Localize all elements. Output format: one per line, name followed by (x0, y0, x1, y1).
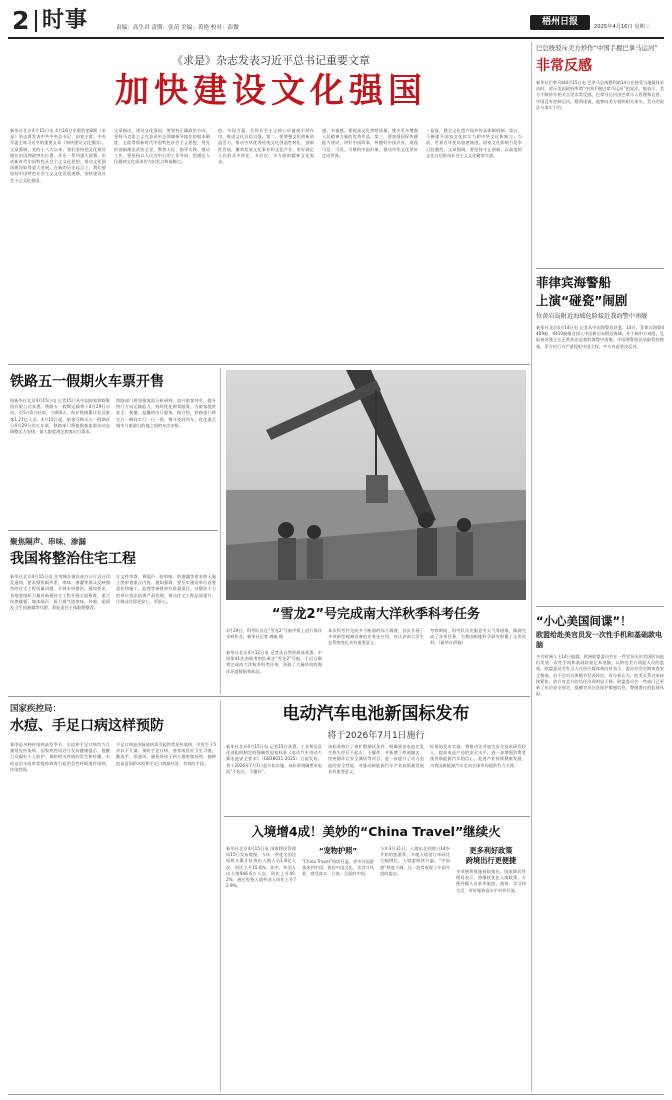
railway-rule (8, 530, 218, 531)
china-travel-title: 入境增4成！美妙的“China Travel”继续火 (251, 824, 501, 839)
china-travel-col-4: 多项便利措施持续推出。国家移民管理局表示，将继续优化入境政策，方便外籍人员来华旅游、商务、学习和生活，更好服务高水平对外开放。 (456, 869, 526, 893)
housing-col-1: 新华社北京4月15日电 住房城乡建设部办公厅近日印发通知，要求聚焦隔声差、串味、渗漏等群众反映强烈的住宅工程质量问题，开展专项整治。通知要求，各地要组织力量对新建住宅工程开展全面排查，重点检查楼板、墙体隔声，厨卫排气道串味，外墙、屋面及卫生间渗漏等问题，督促责任主体限期整改。 (10, 574, 110, 611)
paper-name: 梧州日报 (541, 17, 578, 27)
page-header (8, 6, 664, 36)
sidebar-divider (531, 42, 532, 1092)
sidebar-story-3 (536, 612, 664, 1094)
battery-col-3: 标准的发布实施，将推动企业加大安全技术研发投入，提高电池产品的安全水平，进一步增强消费者使用新能源汽车的信心，促进产业持续健康发展，为我国新能源汽车走向全球市场提供有力支撑。 (430, 744, 526, 768)
lead-col-2: 文章指出，建设文化强国，要坚持正确政治方向，坚持马克思主义在意识形态领域指导地位的根本制度，全面贯彻新时代中国特色社会主义思想，用党的创新理论武装全党、教育人民、指导实践、推动工作。要坚持以人民为中心的工作导向，把满足人民精神文化需求作为出发点和落脚点。 (114, 128, 210, 165)
housing-title: 我国将整治住宅工程 (10, 551, 136, 567)
sidebar-3-text: 多名欧洲人士14日披露，欧洲联盟委员会在一些官员出访美国时向他们发放一次性手机和基础款笔记本电脑，以防范美方情报人员的监视。欧盟委员会发言人在回应媒体询问时表示，委员会会定期审查安全措施，但不会对具体细节发表评论。有分析认为，欧美关系近来持续紧张，欧方对美方的信任出现明显下降。欧盟委员会一些部门已更新了出访安全规定，提醒官员注意保护敏感信息，警惕潜在的监视风险。 (536, 654, 664, 697)
sidebar-2-title-a: 菲律宾海警船 (536, 275, 612, 290)
ship-col-3: 考察期间，科考队员克服恶劣天气等困难，圆满完成了各项任务，为我国极地科学研究积累了宝贵资料。（新华社供稿） (430, 628, 526, 646)
sidebar-story-2 (536, 274, 664, 583)
china-travel-sub-2a: 更多利好政策 (469, 846, 513, 855)
sidebar-1-text: 新华社巴拿马城4月15日电 巴拿马总统穆利诺14日在接受当地媒体采访时，驳斥美国政府所谓“中国手握巴拿马运河”的说法。他表示，美方不断炒作相关言论非常反感，巴拿马运河由巴拿马人管理和运营，中国没有控制运河。穆利诺说，他曾向美方说明相关事实，美方的说法与事实不符。 (536, 80, 664, 110)
ship-photo-illustration (226, 370, 526, 600)
sidebar-1-title: 非常反感 (536, 58, 592, 74)
lead-kicker: 《求是》杂志发表习近平总书记重要文章 (172, 54, 370, 67)
sidebar-3-title: “小心美国间谍”！ (536, 614, 632, 628)
disease-col-1: 春季是多种传染病高发季节。水痘和手足口病均为儿童常见传染病，国家疾控局近日发布健康提示，提醒公众做好个人防护，预防相关疾病的发生和传播。水痘是由水痘带状疱疹病毒引起的急性呼吸道传染病，传染性强。 (10, 742, 110, 772)
ship-caption: 3月29日，科考队员在“雪龙2”号船甲板上进行海洋采样作业。新华社记者 周喻 摄 (226, 628, 322, 640)
disease-section: 国家疾控局： (10, 704, 62, 714)
staff-line: 责编：高生君 责期：张苗 美编：黄艳 校对：彭微 (116, 25, 239, 31)
china-travel-sub-block-1 (302, 846, 374, 959)
paper-logo (530, 15, 590, 30)
sidebar-rule-2 (536, 606, 664, 607)
housing-kicker: 聚焦隔声、串味、渗漏 (10, 537, 86, 546)
housing-col-2: 计文件审查，将隔声、防串味、防渗漏等要求纳入施工图审查重点内容。通知强调，要压实建设单位首要责任和施工、监理等参建单位质量责任，对整治不力的单位依法依规严肃处理，推动住宅工程品质提升，让群众住得更安心、更舒心。 (116, 574, 216, 604)
lower-left-divider (220, 700, 221, 1092)
railway-col-2: 铁路部门将加强客流分析研判，加开旅客列车，提升热门方向运输能力，持续优化购票服务，为旅客提供安全、便捷、温馨的出行服务。据介绍，铁路部门将在五一期间实行一日一图，增开夜间列车，优化重点城市与旅游目的地之间的车次安排。 (116, 398, 216, 428)
china-travel-col-3: 今年3月31日，入境东北到底日14岁开始的旅游季，多地入境游订单同比大幅增长。入境游持续升温，“中国游”热度不减，这一趋势展现了中国开放的姿态。 (380, 846, 450, 876)
sidebar-2-subtitle: 位黄岩岛附近海域危险接近我海警中南舰 (536, 313, 648, 320)
housing-bottom-rule (8, 696, 530, 697)
lead-col-4: 感、幸福感。要提高文化供给质量，推出更多增强人民精神力量的优秀作品。第三，要加强国际传播能力建设，讲好中国故事，传播好中国声音，展现可信、可爱、可敬的中国形象，推动中华文化更好走向世界。 (322, 128, 418, 158)
lead-col-3: 值、中国力量，发挥社会主义核心价值观引领作用，推进文化自信自强。第二，要增强文化创新创造活力，推动中华优秀传统文化创造性转化、创新性发展，繁荣发展文化事业和文化产业，更好满足人民群众多样化、多层次、多方面的精神文化需求。 (218, 128, 314, 165)
lead-bottom-rule (8, 364, 530, 365)
battery-col-1: 新华社北京4月15日电 记者15日获悉，工业和信息化部组织制定的强制性国家标准《电动汽车用动力蓄电池安全要求》（GB38031-2025）日前发布，将于2026年7月1日起开始实施。该标准明确要求电池“不起火、不爆炸”。 (226, 744, 322, 774)
lead-col-5: 一监督，健全文化遗产保护传承体制机制。第五，不断提升国家文化软实力和中华文化影响力。当前，世界百年变局加速演进，国家文化影响力竞争日趋激烈。文章强调，要坚持守正创新，以高度的文化自信推动社会主义文化繁荣兴盛。 (426, 128, 522, 158)
page-number: 2 (12, 6, 30, 35)
sidebar-3-subtitle: 欧盟给赴美官员发一次性手机和基础款电脑 (536, 631, 662, 649)
railway-col-1: 据新华社北京4月15日电 记者15日从中国国家铁路集团有限公司获悉，铁路五一假期运输将于4月29日启动，至5月6日结束，为期8天。预计铁路累计发送旅客1.27亿人次。4月15日起，旅客可购买五一假期首日4月29日的火车票，铁路部门将根据客流需求动态调整运力安排，最大限度满足旅客出行需求。 (10, 398, 110, 435)
china-travel-sub-block-2 (456, 846, 526, 1089)
ship-title: “雪龙2”号完成南大洋秋季科考任务 (271, 607, 481, 622)
battery-rule (224, 816, 530, 817)
ship-col-2: 本次科考共完成多个断面的综合调查，首次开展了多项新型观测设备的业务化应用，对认识南大洋生态系统变化具有重要意义。 (328, 628, 424, 646)
lead-title: 加快建设文化强国 (115, 71, 427, 111)
disease-col-2: 手足口病是由肠道病毒引起的常见传染病，多发生于5岁以下儿童。预防手足口病，要养成良好卫生习惯，勤洗手、常通风，避免带孩子到人群密集场所。接种疫苗是预防水痘和手足口病最经济、有效的手段。 (116, 742, 216, 766)
sidebar-2-title-b: 上演“碰瓷”闹剧 (536, 293, 628, 308)
ship-col-1: 新华社北京4月12日电 记者从自然资源部获悉，中国第41次南极考察队乘坐“雪龙2”号船，于近日顺利完成南大洋秋季科考任务，获取了大量珍贵的海洋环境数据和样品。 (226, 650, 322, 674)
china-travel-sub-1: “宠物护照” (318, 846, 358, 855)
sidebar-1-kicker: 巴总统驳斥美方炒作“中国手握巴拿马运河” (536, 44, 658, 52)
battery-subtitle: 将于2026年7月1日施行 (327, 731, 425, 741)
railway-title: 铁路五一假期火车票开售 (10, 374, 164, 390)
battery-title: 电动汽车电池新国标发布 (282, 704, 470, 724)
battery-col-2: 该标准修订了热扩散测试条件，明确要求电池在发生热失控后不起火、不爆炸，并新增了底部撞击、快充循环后安全测试等项目，进一步提升了动力电池的安全性能，对推动新能源汽车产业高质量发展具有重要意义。 (328, 744, 424, 774)
page-bottom-rule (8, 1094, 664, 1095)
left-block-divider (220, 368, 221, 694)
header-rule (8, 37, 664, 39)
china-travel-sub-2b: 跨境出行更便捷 (465, 856, 517, 865)
china-travel-col-1: 新华社北京4月15日电 国家移民管理局15日发布数据，今年一季度全国边检机关累计检查出入境人员1.8亿人次，同比上升15.6%。其中，外国人出入境946.6万人次，同比上升40.2%，通过免签入境外国人同比上升72.9%。 (226, 846, 296, 889)
header-divider (35, 10, 37, 32)
china-travel-col-2: “China Travel”持续升温。更多外国游客来到中国，体验中国文化、美食与风景，感受真实、立体、全面的中国。 (302, 859, 374, 877)
section-title: 时事 (42, 8, 89, 33)
sidebar-story-1 (536, 44, 664, 250)
sidebar-rule-1 (536, 268, 664, 269)
ship-photo (226, 370, 526, 600)
sidebar-2-text: 新华社北京4月14日电 记者从中国海警局获悉，14日，菲律宾海警4409船、4410船擅自闯入中国黄岩岛附近海域，并不顾中方劝阻，危险接近我正在正常执法巡查的海警中南舰。中国海警依法采取管控措施，菲方的行为严重侵犯中国主权，中方对此坚决反对。 (536, 325, 664, 349)
lead-col-1: 新华社北京4月15日电 4月16日出版的第8期《求是》杂志将发表中共中央总书记、国家主席、中央军委主席习近平的重要文章《加快建设文化强国》。文章强调，党的十八大以来，我们坚持把文化建设摆在治国理政突出位置，作出一系列重大部署，形成新时代中国特色社会主义文化思想，推动文化强国建设取得重大进展。在新的历史起点上，我们要坚持中国特色社会主义文化发展道路，加快建设社会主义文化强国。 (10, 128, 106, 183)
header-date: 2025年4月16日 星期三 (594, 24, 650, 30)
disease-title: 水痘、手足口病这样预防 (10, 718, 164, 734)
